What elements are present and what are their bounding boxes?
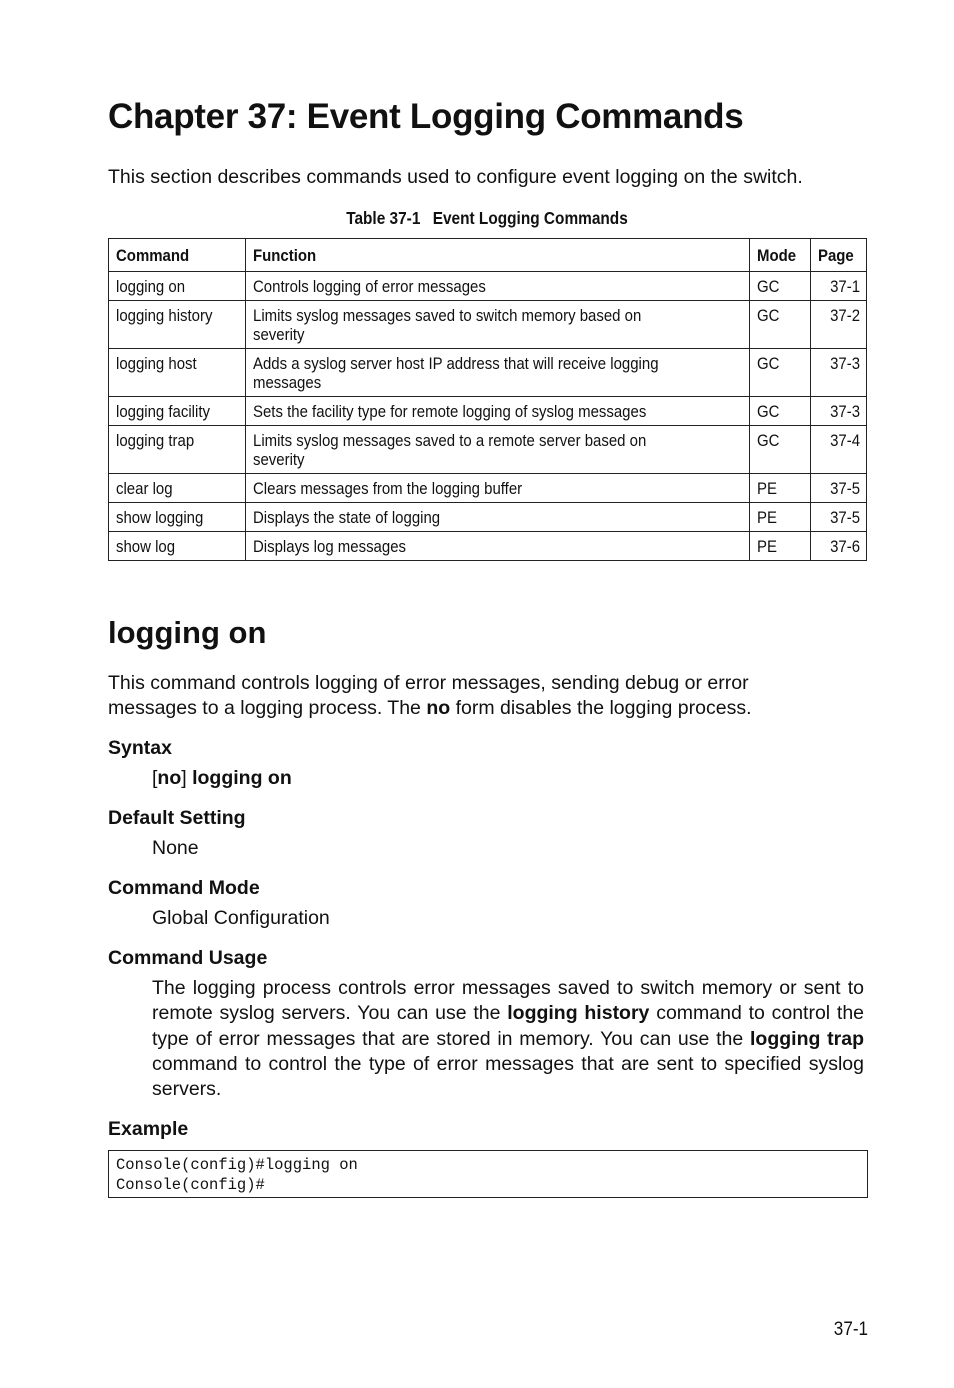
cell-function: Limits syslog messages saved to switch memory based on severity (245, 301, 749, 349)
cell-mode: PE (749, 532, 810, 561)
cell-command: logging facility (109, 397, 246, 426)
table-row (109, 426, 867, 474)
command-usage-text: The logging process controls error messages saved to switch memory or sent to remote syslog servers. You can use the logging history command to control the type of error messages that are stored in memory. You can use the logging trap command to control the type of error messages that are sent to specified syslog servers. (152, 977, 865, 1101)
cell-function: Sets the facility type for remote logging of syslog messages (245, 397, 749, 426)
code-line: Console(config)#logging on (116, 1156, 358, 1174)
code-line: Console(config)# (116, 1176, 265, 1194)
cell-mode: GC (749, 301, 810, 349)
header-function: Function (245, 239, 749, 272)
cell-command: clear log (109, 474, 246, 503)
cell-page: 37-2 (810, 301, 866, 349)
cell-function: Displays the state of logging (245, 503, 749, 532)
header-page: Page (810, 239, 866, 272)
cell-page: 37-5 (810, 503, 866, 532)
commands-table (108, 238, 867, 561)
cell-page: 37-6 (810, 532, 866, 561)
table-caption-number: Table 37-1 (346, 208, 421, 228)
syntax-line: [no] logging on (152, 767, 292, 789)
command-mode-heading: Command Mode (108, 877, 260, 899)
cell-page: 37-1 (810, 272, 866, 301)
cell-command: show log (109, 532, 246, 561)
cell-mode: GC (749, 349, 810, 397)
cell-function: Clears messages from the logging buffer (245, 474, 749, 503)
cell-page: 37-3 (810, 397, 866, 426)
cell-function: Displays log messages (245, 532, 749, 561)
table-row (109, 503, 867, 532)
table-row (109, 349, 867, 397)
section-title: logging on (108, 615, 267, 650)
table-row (109, 301, 867, 349)
cell-page: 37-5 (810, 474, 866, 503)
cell-function: Adds a syslog server host IP address that will receive logging messages (245, 349, 749, 397)
header-mode: Mode (749, 239, 810, 272)
cell-command: logging trap (109, 426, 246, 474)
cell-mode: PE (749, 474, 810, 503)
command-mode-value: Global Configuration (152, 907, 330, 929)
cell-function: Limits syslog messages saved to a remote server based on severity (245, 426, 749, 474)
table-row (109, 532, 867, 561)
table-caption-title: Event Logging Commands (432, 208, 628, 228)
chapter-intro: This section describes commands used to configure event logging on the switch. (108, 166, 803, 188)
table-row (109, 474, 867, 503)
no-keyword: no (426, 697, 451, 719)
table-row (109, 272, 867, 301)
cell-mode: PE (749, 503, 810, 532)
example-code-block (108, 1150, 868, 1198)
cell-command: logging on (109, 272, 246, 301)
cell-mode: GC (749, 426, 810, 474)
cell-mode: GC (749, 397, 810, 426)
cell-mode: GC (749, 272, 810, 301)
table-body (109, 272, 867, 561)
default-setting-value: None (152, 837, 199, 859)
default-setting-heading: Default Setting (108, 807, 246, 829)
header-command: Command (109, 239, 246, 272)
cell-page: 37-4 (810, 426, 866, 474)
chapter-title: Chapter 37: Event Logging Commands (108, 97, 744, 136)
page-number: 37-1 (833, 1319, 868, 1340)
command-usage-heading: Command Usage (108, 947, 268, 969)
syntax-heading: Syntax (108, 737, 172, 759)
example-heading: Example (108, 1118, 189, 1140)
table-row (109, 397, 867, 426)
logging-trap-ref: logging trap (750, 1027, 864, 1050)
section-description: This command controls logging of error messages, sending debug or error messages to a logging process. The no form disables the logging process. (108, 672, 752, 719)
table-header-row (109, 239, 867, 272)
cell-command: show logging (109, 503, 246, 532)
cell-page: 37-3 (810, 349, 866, 397)
table-caption (153, 208, 820, 229)
cell-command: logging history (109, 301, 246, 349)
cell-command: logging host (109, 349, 246, 397)
cell-function: Controls logging of error messages (245, 272, 749, 301)
logging-history-ref: logging history (507, 1002, 650, 1025)
